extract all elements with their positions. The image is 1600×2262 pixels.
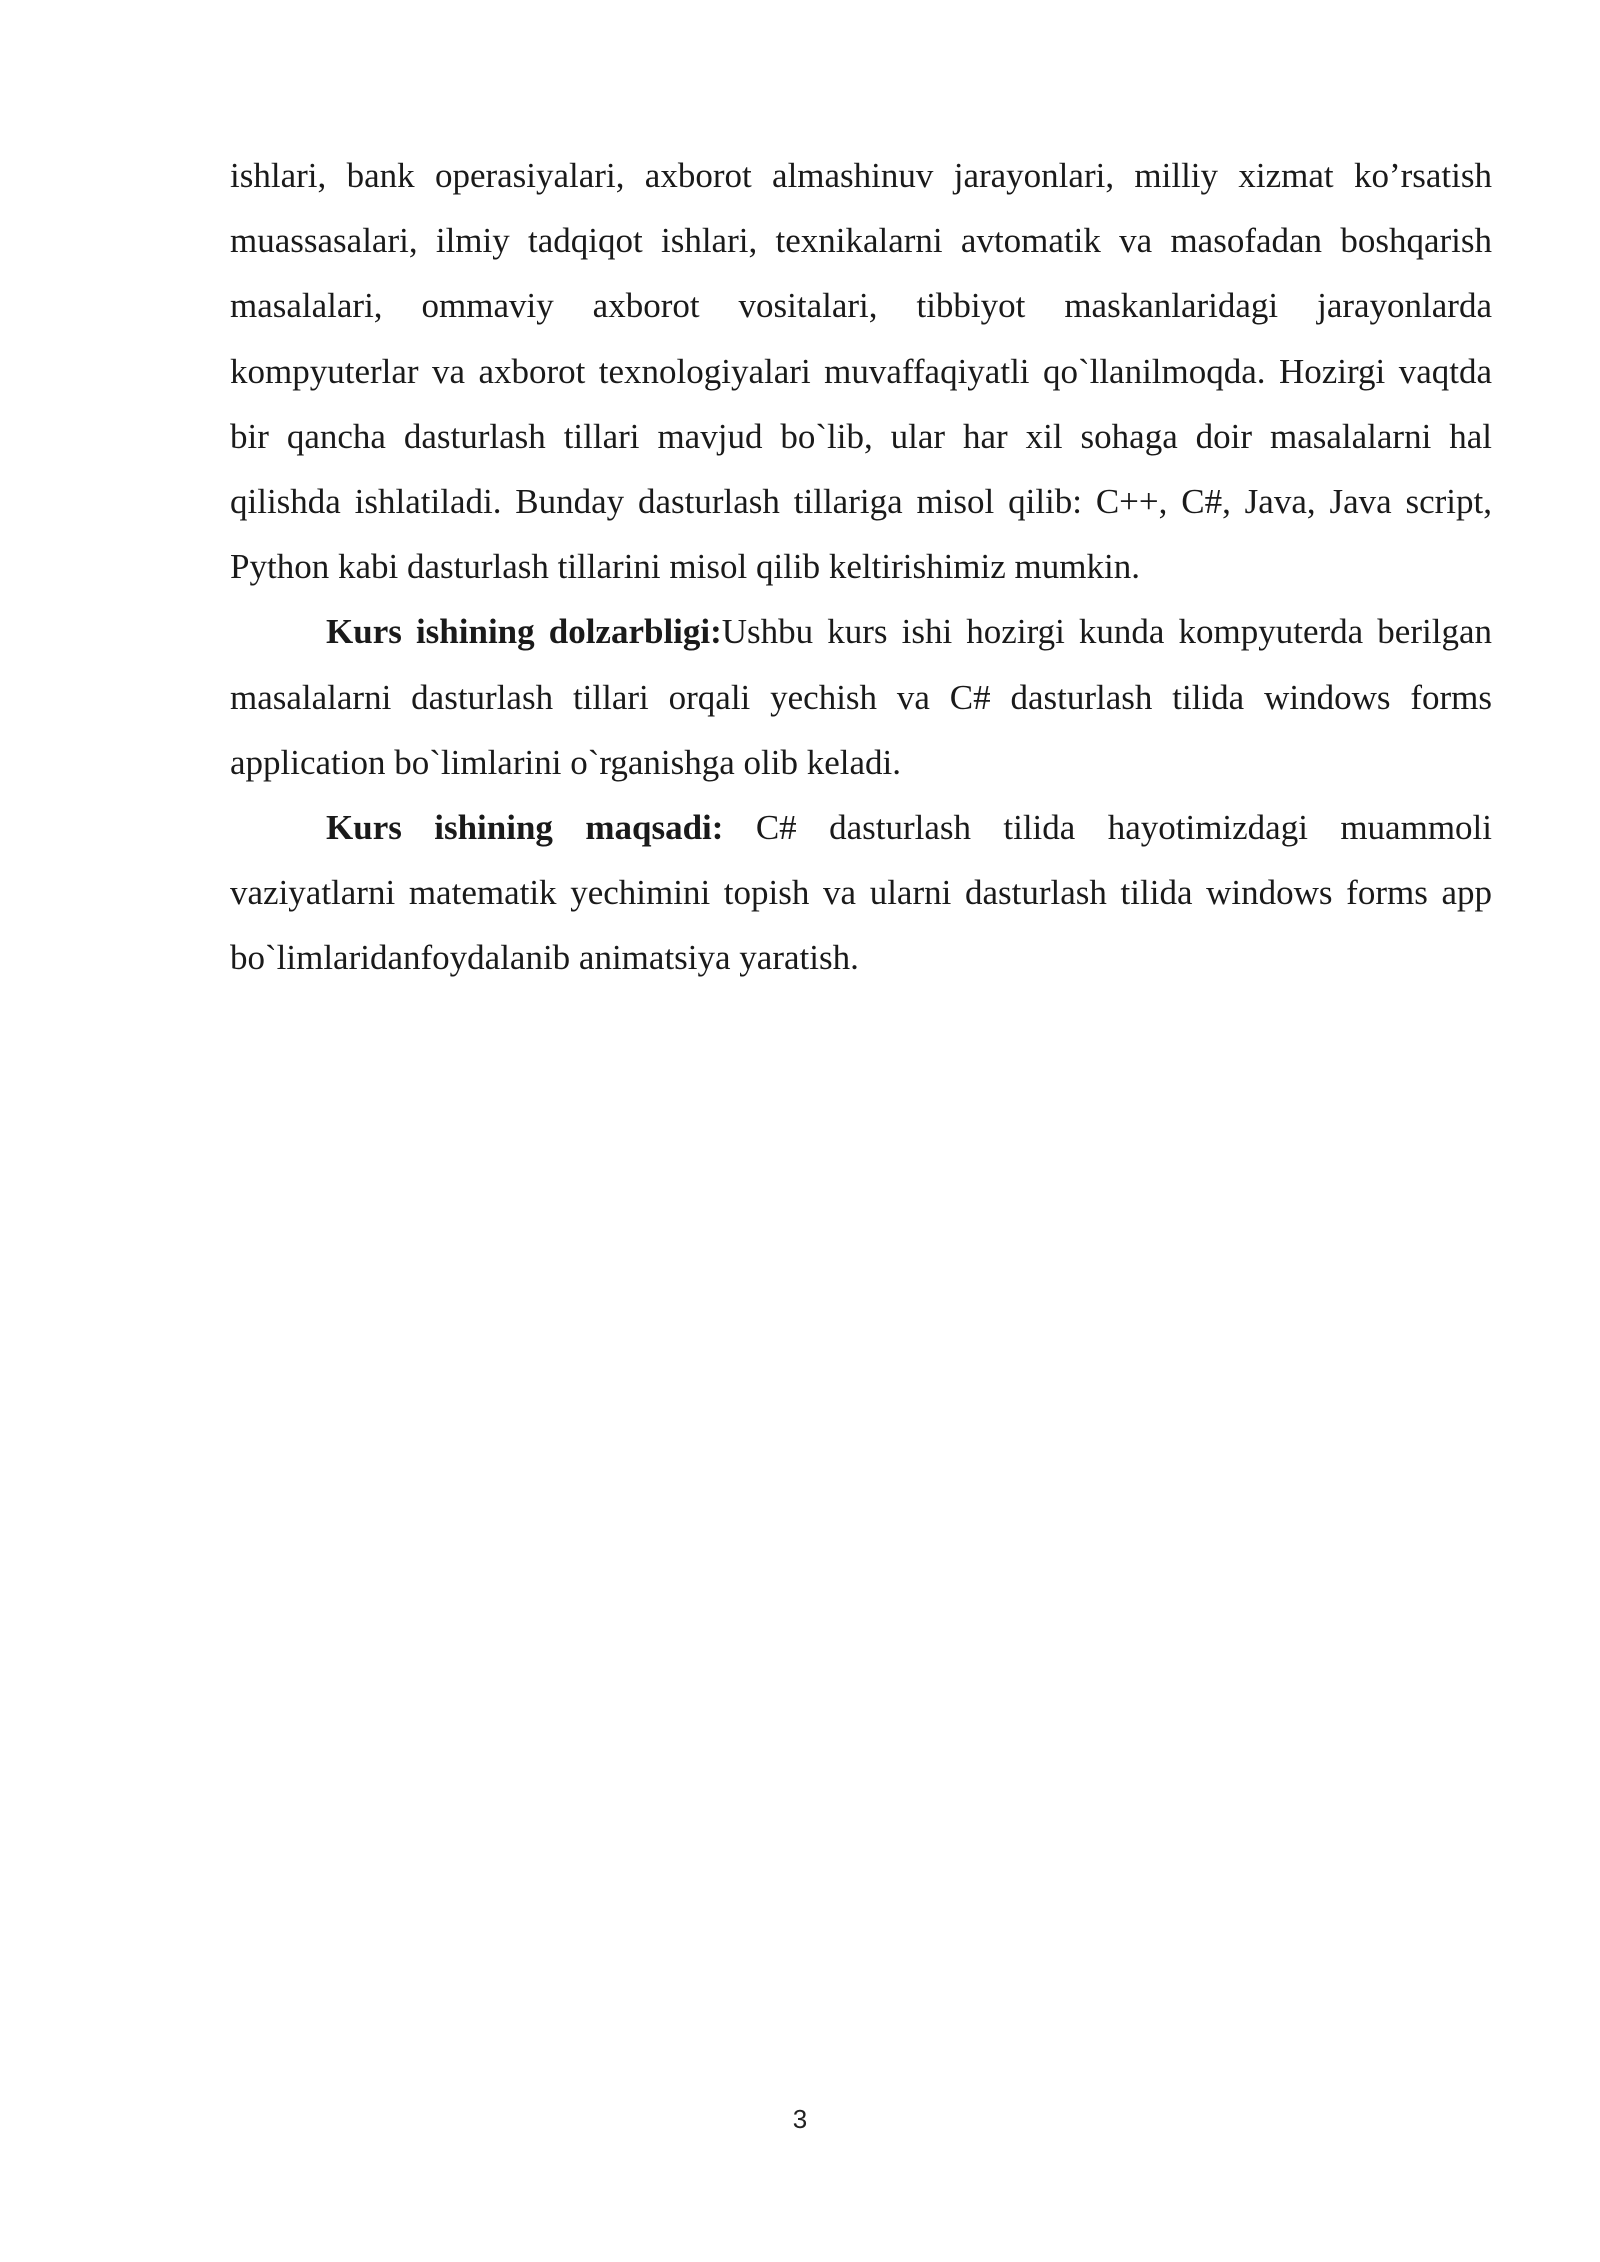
paragraph-heading-goal: Kurs ishining maqsadi: [326,808,724,848]
paragraph-text: Ushbu kurs ishi hozirgi kunda kompyuterda berilgan masalalarni dasturlash tillari orqali yechish va C# dasturlash tilida windows forms application bo`limlarini o`rganishga olib keladi. [230,612,1492,782]
paragraph-goal [230,795,1492,991]
paragraph-relevance [230,599,1492,795]
document-body [230,143,1492,991]
paragraph-text: C# dasturlash tilida hayotimizdagi muammoli vaziyatlarni matematik yechimini topish va ularni dasturlash tilida windows forms app bo`limlaridanfoydalanib animatsiya yaratish. [230,808,1492,978]
page-number: 3 [792,2104,808,2134]
paragraph-heading-relevance: Kurs ishining dolzarbligi: [326,612,722,652]
paragraph-text: ishlari, bank operasiyalari, axborot almashinuv jarayonlari, milliy xizmat ko’rsatish muassasalari, ilmiy tadqiqot ishlari, texnikalarni avtomatik va masofadan boshqarish masalalari, ommaviy axborot vositalari, tibbiyot maskanlaridagi jarayonlarda kompyuterlar va axborot texnologiyalari muvaffaqiyatli qo`llanilmoqda. Hozirgi vaqtda bir qancha dasturlash tillari mavjud bo`lib, ular har xil sohaga doir masalalarni hal qilishda ishlatiladi. Bunday dasturlash tillariga misol qilib: C++, C#, Java, Java script, Python kabi dasturlash tillarini misol qilib keltirishimiz mumkin. [230,156,1492,587]
paragraph-intro-continuation [230,143,1492,599]
